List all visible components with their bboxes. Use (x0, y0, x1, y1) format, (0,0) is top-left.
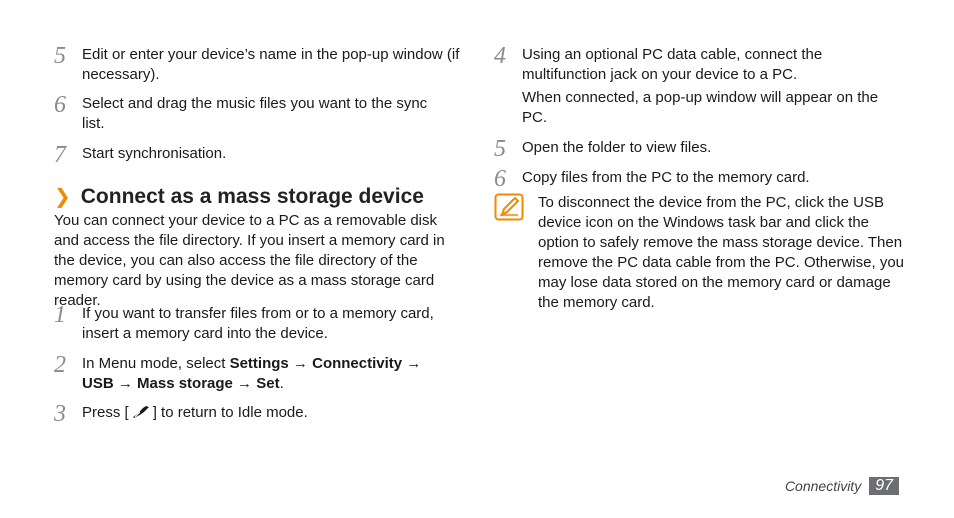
page-footer (785, 477, 899, 495)
step-2 (54, 354, 442, 394)
step-number: 7 (54, 142, 66, 168)
step-number: 6 (54, 92, 66, 118)
menu-set: Set (256, 375, 280, 392)
menu-settings: Settings (229, 355, 289, 372)
step-text: Edit or enter your device’s name in the pop-up window (if necessary). (82, 46, 460, 83)
note-pencil-icon (494, 193, 538, 226)
step-7-left (54, 144, 462, 166)
menu-usb: USB (82, 375, 114, 392)
menu-connectivity: Connectivity (312, 355, 403, 372)
section-title: Connect as a mass storage device (80, 184, 424, 208)
step-number: 3 (54, 401, 66, 427)
step-5-right (494, 138, 892, 160)
end-call-key-icon (131, 405, 151, 425)
step-number: 1 (54, 302, 66, 328)
step-number: 5 (494, 136, 506, 162)
step-6-right (494, 168, 892, 190)
step-text: Copy files from the PC to the memory card. (522, 169, 810, 186)
text-run: Press [ (82, 404, 129, 421)
section-heading (54, 184, 424, 209)
step-number: 6 (494, 166, 506, 192)
step-5-left (54, 45, 462, 85)
step-4-detail: When connected, a pop-up window will appear on the PC. (522, 89, 879, 126)
step-text: Select and drag the music files you want to the sync list. (82, 95, 428, 132)
text-run: . (279, 375, 284, 392)
step-text: If you want to transfer files from or to a memory card, insert a memory card into the device. (82, 305, 434, 342)
step-1 (54, 304, 457, 344)
step-number: 4 (494, 43, 506, 69)
section-name: Connectivity (784, 478, 862, 494)
text-run: In Menu mode, select (82, 355, 230, 372)
chevron-right-icon: ❯ (54, 186, 71, 208)
step-3 (54, 403, 462, 425)
note-text: To disconnect the device from the PC, click the USB device icon on the Windows task bar and click the option to safely remove the mass storage device. Then remove the PC data cable from the PC. Otherwise, you may lose data stored on the memory card or damage the memory card. (538, 194, 904, 311)
step-text: Using an optional PC data cable, connect the multifunction jack on your device to a PC. (522, 46, 823, 83)
arrow: → (113, 375, 138, 392)
arrow: → (402, 355, 422, 372)
step-text: Start synchronisation. (82, 145, 227, 162)
step-text (82, 354, 442, 394)
step-number: 5 (54, 43, 66, 69)
step-6-left (54, 94, 452, 134)
step-text: Open the folder to view files. (522, 139, 712, 156)
arrow: → (288, 355, 313, 372)
note-block (494, 193, 908, 313)
text-run: ] to return to Idle mode. (152, 404, 308, 421)
step-4 (494, 45, 892, 85)
page-number: 97 (869, 477, 899, 495)
arrow: → (232, 375, 257, 392)
step-number: 2 (54, 352, 66, 378)
step-text (82, 403, 462, 425)
menu-mass-storage: Mass storage (137, 375, 233, 392)
intro-paragraph: You can connect your device to a PC as a removable disk and access the file directory. If you insert a memory card in the device, you can also access the file directory of the memory card by using the device as a mass storage card reader. (54, 212, 445, 309)
